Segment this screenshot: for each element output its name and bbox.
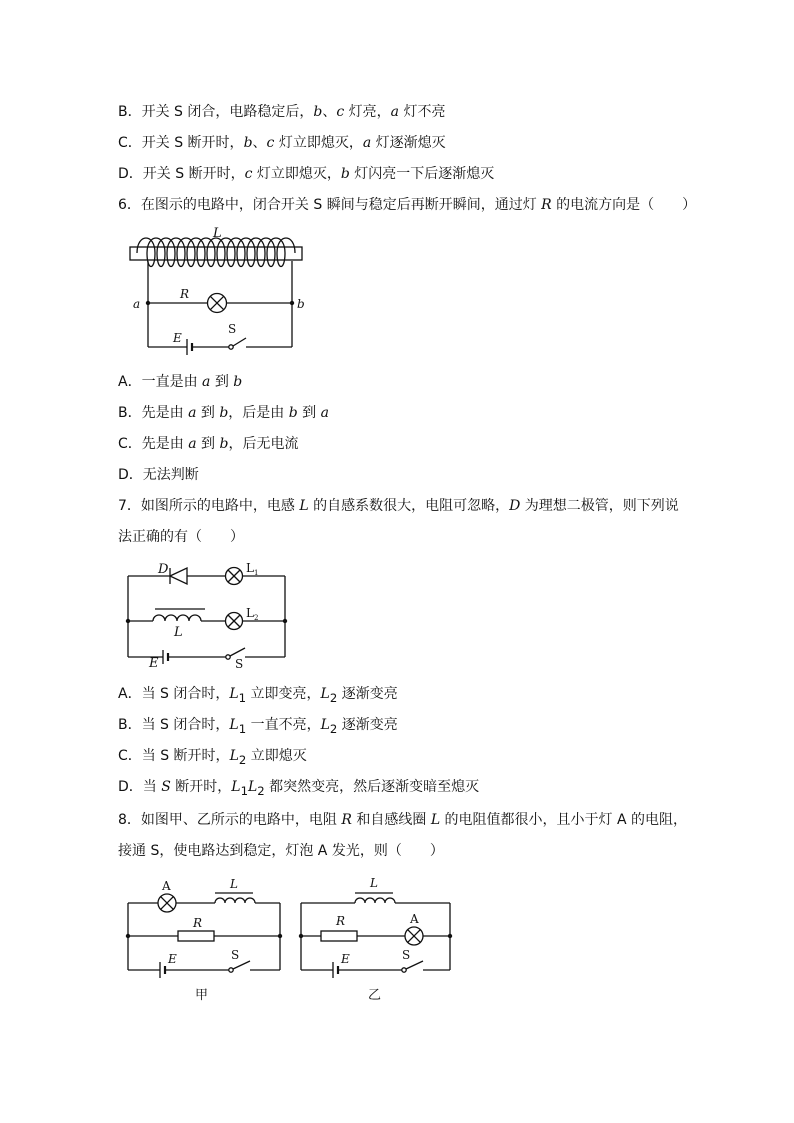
q7-stem-line2: 法正确的有（ ） <box>118 529 244 545</box>
q8-circuit-jia <box>125 875 285 1005</box>
resistor-R <box>321 931 357 941</box>
q7-option-a: A．当 S 闭合时，$L_1$ 立即变亮，$L_2$ 逐渐变亮 <box>118 686 398 705</box>
q7-option-b: B．当 S 闭合时，$L_1$ 一直不亮，$L_2$ 逐渐变亮 <box>118 717 398 736</box>
diode-D <box>170 568 187 584</box>
label-L: L <box>174 625 183 640</box>
label-D: D <box>158 562 169 577</box>
label-a: a <box>133 297 141 311</box>
label-A: A <box>162 879 171 893</box>
switch-S <box>229 968 233 972</box>
label-R: R <box>180 287 190 301</box>
q5-option-c: C．开关 S 断开时，b、c 灯立即熄灭，a 灯逐渐熄灭 <box>118 135 446 151</box>
label-b: b <box>297 297 305 311</box>
q5-option-d: D．开关 S 断开时，c 灯立即熄灭，b 灯闪亮一下后逐渐熄灭 <box>118 166 495 182</box>
caption-yi: 乙 <box>368 988 382 1003</box>
label-L: L <box>230 877 238 891</box>
label-E: E <box>341 952 350 966</box>
inductor-L <box>153 615 201 621</box>
q6-option-d: D．无法判断 <box>118 467 199 483</box>
label-S: S <box>402 948 411 962</box>
label-S: S <box>228 322 237 336</box>
label-E: E <box>168 952 177 966</box>
q6-stem: 6．在图示的电路中，闭合开关 S 瞬间与稳定后再断开瞬间，通过灯 R 的电流方向是（ ） <box>118 197 697 213</box>
iron-core <box>130 247 302 260</box>
label-L: L <box>370 876 378 890</box>
q7-option-d: D．当 S 断开时，$L_1L_2$ 都突然变亮，然后逐渐变暗至熄灭 <box>118 779 480 798</box>
q6-option-b: B．先是由 a 到 b，后是由 b 到 a <box>118 405 329 421</box>
switch-S <box>229 345 233 349</box>
label-L1: $L_1$ <box>246 561 259 577</box>
label-S: S <box>235 657 244 671</box>
q6-option-c: C．先是由 a 到 b，后无电流 <box>118 436 299 452</box>
label-L: L <box>213 226 222 241</box>
switch-S <box>226 655 230 659</box>
q6-circuit-diagram <box>125 225 315 355</box>
inductor-coil <box>137 238 295 267</box>
q7-circuit-diagram <box>125 560 295 670</box>
q8-stem-line1: 8．如图甲、乙所示的电路中，电阻 R 和自感线圈 L 的电阻值都很小，且小于灯 A 的电阻， <box>118 812 688 828</box>
resistor-R <box>178 931 214 941</box>
caption-jia: 甲 <box>195 988 209 1003</box>
inductor-L <box>215 898 255 903</box>
label-A: A <box>410 912 419 926</box>
label-R: R <box>193 916 203 930</box>
q6-option-a: A．一直是由 a 到 b <box>118 374 243 390</box>
q7-option-c: C．当 S 断开时，$L_2$ 立即熄灭 <box>118 748 307 767</box>
label-S: S <box>231 948 240 962</box>
label-L2: $L_2$ <box>246 606 259 622</box>
q5-option-b: B．开关 S 闭合，电路稳定后，b、c 灯亮，a 灯不亮 <box>118 104 446 120</box>
label-R: R <box>336 914 346 928</box>
switch-S <box>402 968 406 972</box>
label-E: E <box>149 656 159 671</box>
q8-circuit-yi <box>298 875 458 1005</box>
q7-stem-line1: 7．如图所示的电路中，电感 L 的自感系数很大，电阻可忽略，D 为理想二极管，则下列说 <box>118 498 679 514</box>
q8-stem-line2: 接通 S，使电路达到稳定，灯泡 A 发光，则（ ） <box>118 843 444 859</box>
inductor-L <box>355 898 395 903</box>
label-E: E <box>173 331 182 345</box>
